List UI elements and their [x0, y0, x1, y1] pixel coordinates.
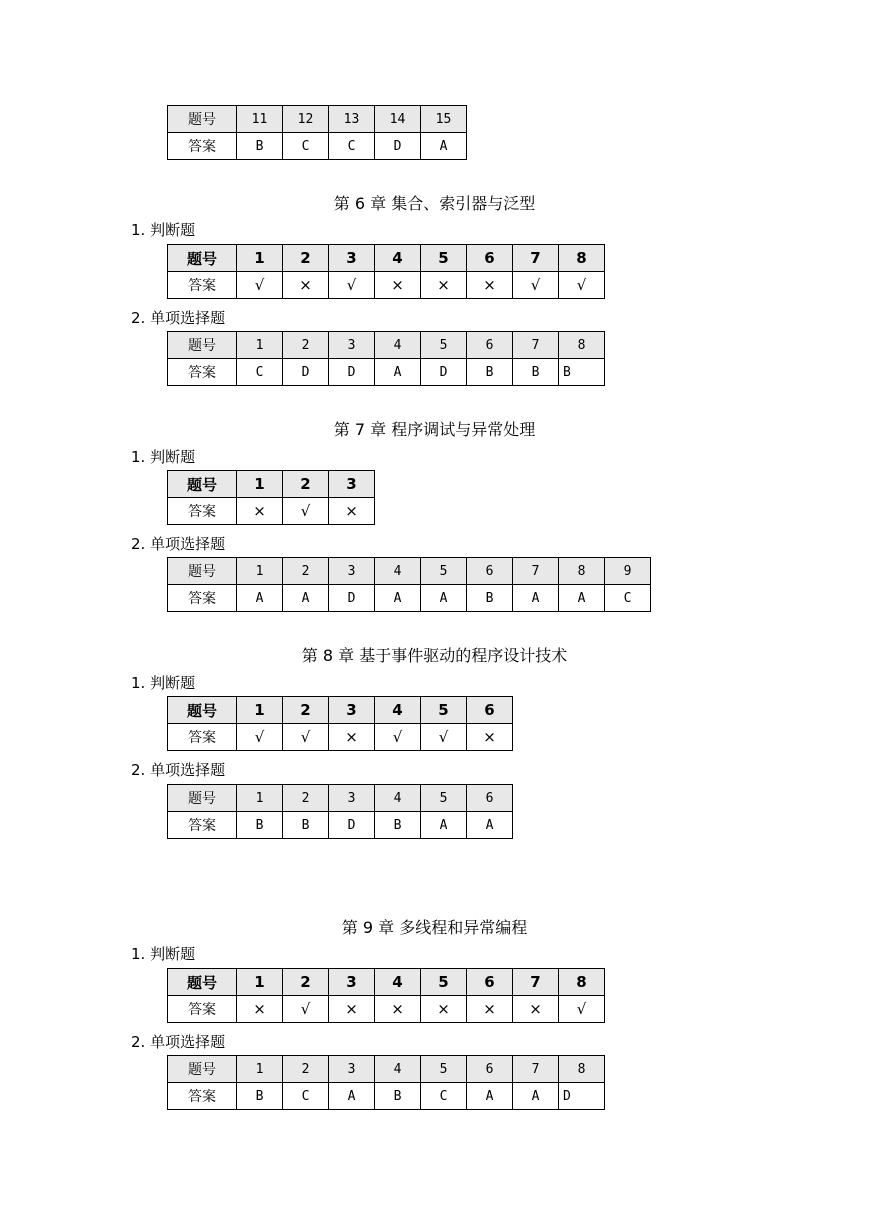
chapter-7-title: 第 7 章 程序调试与异常处理: [333, 420, 536, 439]
question-number-cell: 5: [421, 558, 467, 585]
question-number-cell: 2: [283, 471, 329, 498]
table-header-row: [168, 697, 513, 724]
answer-cell: D: [283, 359, 329, 386]
table-header-row: [168, 245, 605, 272]
row-label-answer: 答案: [168, 272, 237, 299]
question-number-cell: 4: [375, 245, 421, 272]
row-label-question: 题号: [168, 1056, 237, 1083]
question-number-cell: 5: [421, 785, 467, 812]
answer-cell: A: [421, 133, 467, 160]
answer-cell: B: [467, 585, 513, 612]
answer-cell: C: [605, 585, 651, 612]
ch9-judge-table: [167, 968, 605, 1023]
answer-cell: B: [513, 359, 559, 386]
chapter-6-title: 第 6 章 集合、索引器与泛型: [333, 194, 536, 213]
answer-cell: √: [237, 724, 283, 751]
answer-cell: D: [421, 359, 467, 386]
table-answer-row: [168, 996, 605, 1023]
question-number-cell: 2: [283, 785, 329, 812]
row-label-answer: 答案: [168, 812, 237, 839]
answer-cell: √: [283, 996, 329, 1023]
table-answer-row: [168, 812, 513, 839]
answer-cell: A: [421, 812, 467, 839]
answer-cell: ×: [329, 498, 375, 525]
ch6-choice-table: [167, 331, 605, 386]
question-number-cell: 1: [237, 1056, 283, 1083]
question-number-cell: 1: [237, 245, 283, 272]
answer-cell: A: [237, 585, 283, 612]
answer-cell: A: [559, 585, 605, 612]
question-number-cell: 3: [329, 697, 375, 724]
answer-cell: ×: [421, 996, 467, 1023]
row-label-question: 题号: [168, 697, 237, 724]
answer-cell: A: [329, 1083, 375, 1110]
table-answer-row: [168, 272, 605, 299]
ch7-choice-label: 2. 单项选择题: [131, 535, 226, 553]
question-number-cell: 8: [559, 245, 605, 272]
answer-cell: C: [283, 133, 329, 160]
question-number-cell: 6: [467, 1056, 513, 1083]
answer-cell: B: [375, 1083, 421, 1110]
ch6-choice-label: 2. 单项选择题: [131, 309, 226, 327]
question-number-cell: 2: [283, 558, 329, 585]
question-number-cell: 5: [421, 245, 467, 272]
chapter-9-title: 第 9 章 多线程和异常编程: [341, 918, 528, 937]
table-header-row: [168, 471, 375, 498]
question-number-cell: 4: [375, 332, 421, 359]
answer-cell: ×: [237, 996, 283, 1023]
question-number-cell: 2: [283, 697, 329, 724]
table-answer-row: [168, 359, 605, 386]
ch8-judge-label: 1. 判断题: [131, 674, 196, 692]
table-answer-row: [168, 585, 651, 612]
answer-cell: √: [283, 724, 329, 751]
question-number-cell: 6: [467, 785, 513, 812]
answer-table-prev-choice: [167, 105, 467, 160]
table-answer-row: [168, 1083, 605, 1110]
question-number-cell: 1: [237, 558, 283, 585]
answer-cell: √: [283, 498, 329, 525]
answer-cell: ×: [375, 272, 421, 299]
table-header-row: [168, 1056, 605, 1083]
answer-cell: √: [421, 724, 467, 751]
answer-cell: D: [559, 1083, 605, 1110]
row-label-answer: 答案: [168, 133, 237, 160]
question-number-cell: 8: [559, 558, 605, 585]
table-header-row: [168, 332, 605, 359]
answer-cell: √: [375, 724, 421, 751]
question-number-cell: 12: [283, 106, 329, 133]
question-number-cell: 13: [329, 106, 375, 133]
question-number-cell: 1: [237, 969, 283, 996]
answer-cell: C: [283, 1083, 329, 1110]
answer-cell: C: [421, 1083, 467, 1110]
question-number-cell: 5: [421, 332, 467, 359]
answer-cell: ×: [283, 272, 329, 299]
answer-cell: A: [467, 812, 513, 839]
answer-cell: A: [513, 585, 559, 612]
question-number-cell: 1: [237, 785, 283, 812]
ch9-choice-label: 2. 单项选择题: [131, 1033, 226, 1051]
question-number-cell: 3: [329, 332, 375, 359]
answer-cell: ×: [237, 498, 283, 525]
question-number-cell: 1: [237, 697, 283, 724]
answer-cell: D: [329, 812, 375, 839]
answer-cell: √: [513, 272, 559, 299]
question-number-cell: 4: [375, 558, 421, 585]
answer-cell: ×: [467, 996, 513, 1023]
row-label-question: 题号: [168, 245, 237, 272]
question-number-cell: 1: [237, 332, 283, 359]
answer-cell: A: [467, 1083, 513, 1110]
table-answer-row: [168, 724, 513, 751]
answer-cell: A: [283, 585, 329, 612]
answer-cell: D: [329, 359, 375, 386]
question-number-cell: 7: [513, 332, 559, 359]
question-number-cell: 6: [467, 245, 513, 272]
answer-cell: √: [329, 272, 375, 299]
question-number-cell: 7: [513, 969, 559, 996]
question-number-cell: 3: [329, 558, 375, 585]
question-number-cell: 8: [559, 1056, 605, 1083]
question-number-cell: 4: [375, 697, 421, 724]
question-number-cell: 6: [467, 697, 513, 724]
row-label-question: 题号: [168, 106, 237, 133]
answer-cell: B: [375, 812, 421, 839]
question-number-cell: 2: [283, 245, 329, 272]
ch9-judge-label: 1. 判断题: [131, 945, 196, 963]
answer-cell: C: [237, 359, 283, 386]
table-header-row: [168, 969, 605, 996]
answer-cell: ×: [375, 996, 421, 1023]
row-label-question: 题号: [168, 332, 237, 359]
ch7-judge-table: [167, 470, 375, 525]
answer-cell: B: [237, 812, 283, 839]
chapter-8-title: 第 8 章 基于事件驱动的程序设计技术: [301, 646, 568, 665]
answer-cell: ×: [329, 724, 375, 751]
row-label-answer: 答案: [168, 498, 237, 525]
table-answer-row: [168, 133, 467, 160]
row-label-answer: 答案: [168, 1083, 237, 1110]
question-number-cell: 3: [329, 785, 375, 812]
question-number-cell: 6: [467, 558, 513, 585]
ch6-judge-label: 1. 判断题: [131, 221, 196, 239]
ch6-judge-table: [167, 244, 605, 299]
ch8-judge-table: [167, 696, 513, 751]
answer-cell: ×: [329, 996, 375, 1023]
answer-cell: ×: [467, 272, 513, 299]
answer-cell: D: [375, 133, 421, 160]
question-number-cell: 1: [237, 471, 283, 498]
answer-cell: A: [375, 585, 421, 612]
table-header-row: [168, 106, 467, 133]
question-number-cell: 11: [237, 106, 283, 133]
question-number-cell: 4: [375, 969, 421, 996]
question-number-cell: 2: [283, 332, 329, 359]
row-label-question: 题号: [168, 969, 237, 996]
ch7-judge-label: 1. 判断题: [131, 448, 196, 466]
question-number-cell: 4: [375, 785, 421, 812]
row-label-answer: 答案: [168, 585, 237, 612]
question-number-cell: 8: [559, 332, 605, 359]
answer-cell: √: [237, 272, 283, 299]
answer-cell: ×: [513, 996, 559, 1023]
row-label-question: 题号: [168, 785, 237, 812]
answer-cell: B: [467, 359, 513, 386]
answer-cell: A: [421, 585, 467, 612]
question-number-cell: 2: [283, 1056, 329, 1083]
answer-cell: A: [513, 1083, 559, 1110]
ch8-choice-table: [167, 784, 513, 839]
question-number-cell: 9: [605, 558, 651, 585]
table-answer-row: [168, 498, 375, 525]
question-number-cell: 5: [421, 1056, 467, 1083]
answer-cell: B: [283, 812, 329, 839]
answer-cell: B: [237, 1083, 283, 1110]
question-number-cell: 14: [375, 106, 421, 133]
ch9-choice-table: [167, 1055, 605, 1110]
question-number-cell: 15: [421, 106, 467, 133]
question-number-cell: 6: [467, 332, 513, 359]
question-number-cell: 2: [283, 969, 329, 996]
answer-cell: C: [329, 133, 375, 160]
answer-cell: D: [329, 585, 375, 612]
row-label-answer: 答案: [168, 996, 237, 1023]
answer-cell: ×: [467, 724, 513, 751]
question-number-cell: 5: [421, 697, 467, 724]
question-number-cell: 3: [329, 969, 375, 996]
row-label-question: 题号: [168, 558, 237, 585]
question-number-cell: 3: [329, 1056, 375, 1083]
answer-cell: √: [559, 272, 605, 299]
answer-cell: B: [237, 133, 283, 160]
question-number-cell: 4: [375, 1056, 421, 1083]
table-header-row: [168, 785, 513, 812]
row-label-answer: 答案: [168, 724, 237, 751]
row-label-question: 题号: [168, 471, 237, 498]
ch8-choice-label: 2. 单项选择题: [131, 761, 226, 779]
answer-cell: B: [559, 359, 605, 386]
table-header-row: [168, 558, 651, 585]
answer-cell: √: [559, 996, 605, 1023]
answer-cell: ×: [421, 272, 467, 299]
question-number-cell: 7: [513, 1056, 559, 1083]
question-number-cell: 3: [329, 245, 375, 272]
question-number-cell: 8: [559, 969, 605, 996]
question-number-cell: 7: [513, 558, 559, 585]
question-number-cell: 5: [421, 969, 467, 996]
row-label-answer: 答案: [168, 359, 237, 386]
question-number-cell: 6: [467, 969, 513, 996]
answer-cell: A: [375, 359, 421, 386]
question-number-cell: 3: [329, 471, 375, 498]
question-number-cell: 7: [513, 245, 559, 272]
ch7-choice-table: [167, 557, 651, 612]
